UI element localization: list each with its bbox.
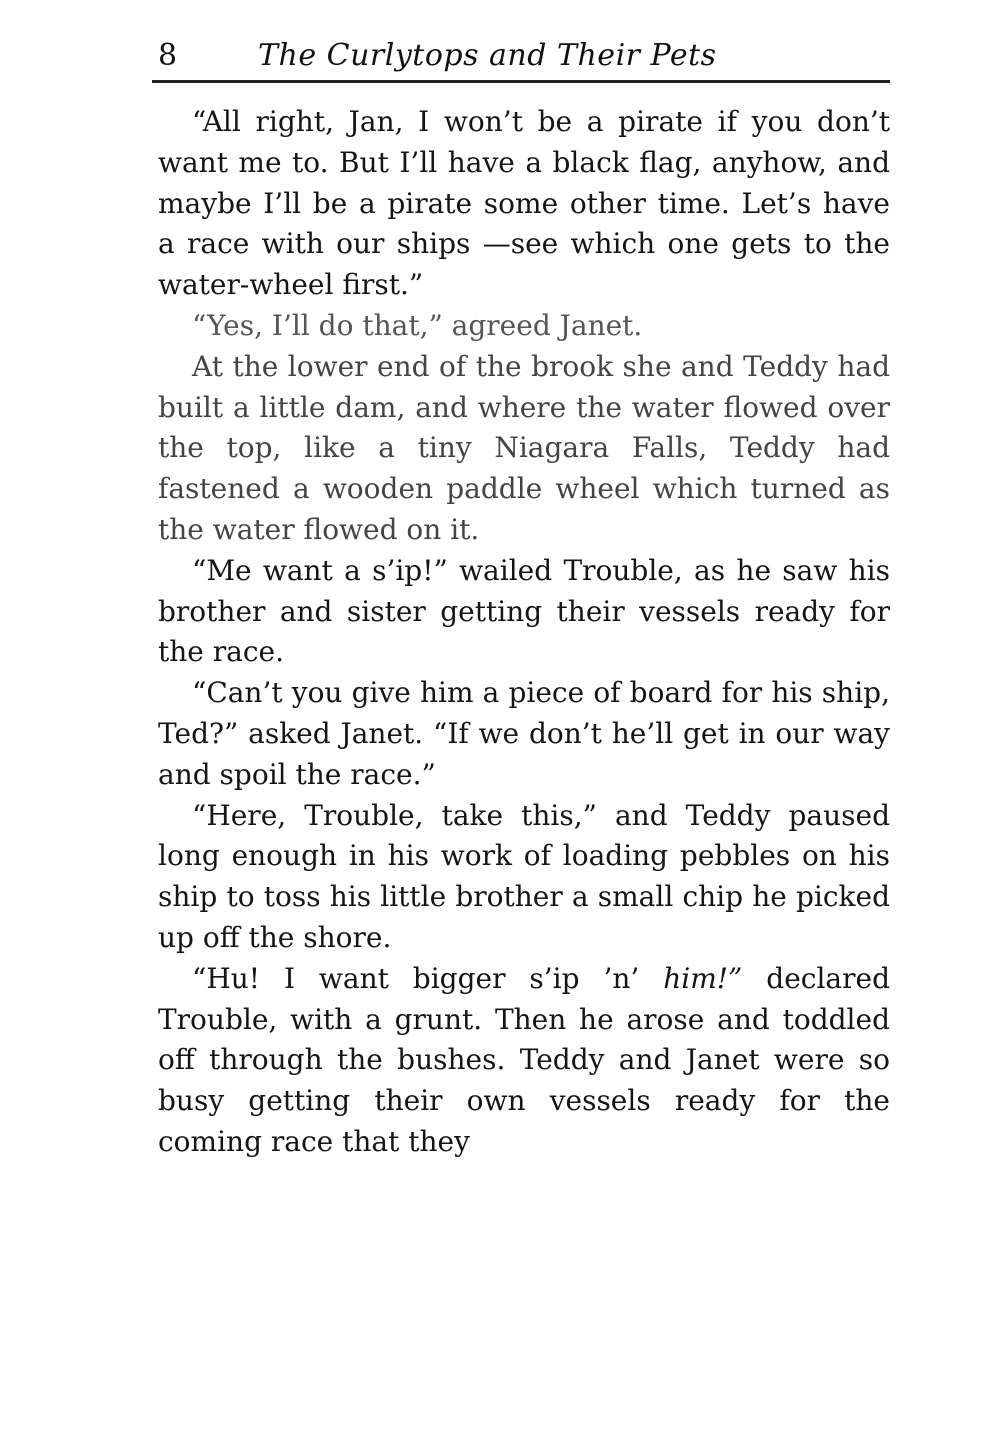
paragraph-me-want-ship: “Me want a s’ip!” wailed Trouble, as he saw his brother and sister getting their vessels ready for the race. xyxy=(158,553,890,669)
paragraph-hu-end: declared Trouble, with a grunt. Then he arose and toddled off through the bushes. Teddy and Janet were so busy getting their own vessels ready for the coming race that they xyxy=(158,961,891,1158)
paragraph-here-trouble: “Here, Trouble, take this,” and Teddy paused long enough in his work of loading pebbles on his ship to toss his little brother a small chip he picked up off the shore. xyxy=(158,798,890,954)
paragraph-agreed-janet: “Yes, I’ll do that,” agreed Janet. xyxy=(192,308,643,342)
paragraph-hu-italic: him!” xyxy=(663,961,743,995)
running-title: The Curlytops and Their Pets xyxy=(258,38,717,73)
body-text xyxy=(158,102,890,1163)
header-rule xyxy=(152,80,890,83)
page-header xyxy=(158,36,890,76)
paragraph-pirate: “All right, Jan, I won’t be a pirate if you don’t want me to. But I’ll have a black flag, anyhow, and maybe I’ll be a pirate some other time. Let’s have a race with our ships —see which one gets to the water-wheel first.” xyxy=(158,105,890,302)
paragraph-hu-start: “Hu! I want bigger s’ip ’n’ xyxy=(192,961,664,995)
page-number: 8 xyxy=(158,38,178,73)
paragraph-cant-you-give: “Can’t you give him a piece of board for his ship, Ted?” asked Janet. “If we don’t he’ll get in our way and spoil the race.” xyxy=(158,676,890,791)
paragraph-hu-bigger-ship xyxy=(158,959,890,1163)
paragraph-dam: At the lower end of the brook she and Teddy had built a little dam, and where the water flowed over the top, like a tiny Niagara Falls, Teddy had fastened a wooden paddle wheel which turned as the water flowed on it. xyxy=(158,349,890,546)
